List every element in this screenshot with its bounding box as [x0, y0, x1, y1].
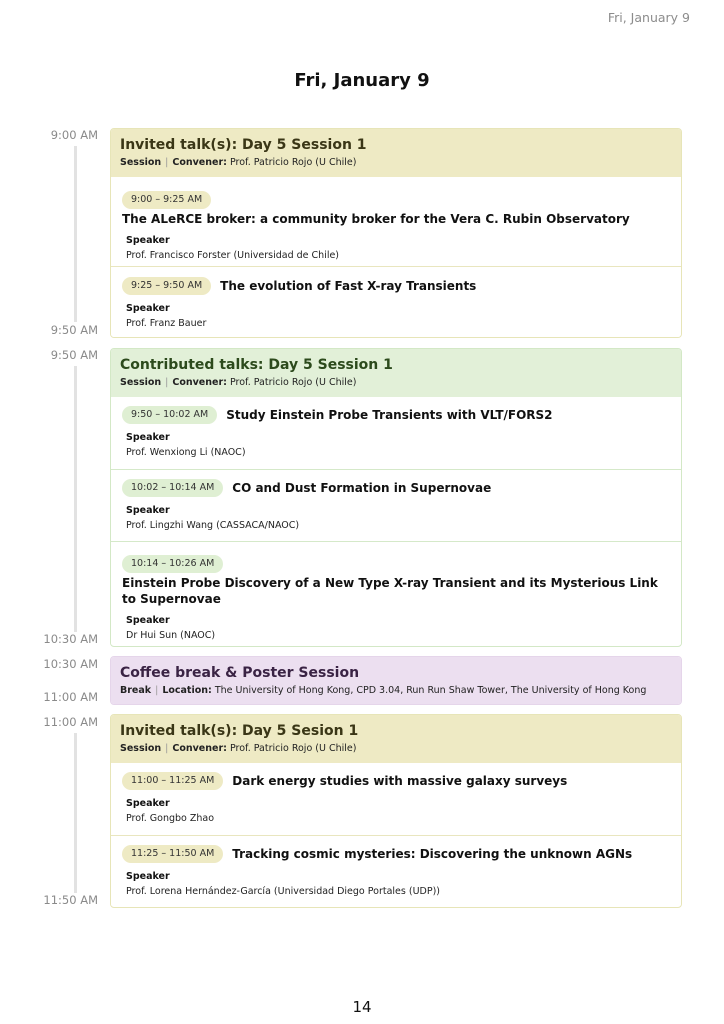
session-meta: Session | Convener: Prof. Patricio Rojo (U Chile)	[120, 377, 357, 388]
timeline-bar	[74, 146, 77, 322]
talk-time-badge: 10:02 – 10:14 AM	[122, 479, 223, 497]
speaker-label: Speaker	[126, 235, 170, 246]
speaker-label: Speaker	[126, 871, 170, 882]
talk-title: Tracking cosmic mysteries: Discovering the unknown AGNs	[232, 847, 633, 861]
session-block-invited-1	[110, 128, 682, 338]
speaker-name: Prof. Lorena Hernández-García (Universidad Diego Portales (UDP))	[126, 886, 440, 897]
break-title: Coffee break & Poster Session	[120, 665, 360, 681]
session-header	[111, 129, 681, 177]
talk-item[interactable]	[111, 763, 681, 835]
session-meta: Session | Convener: Prof. Patricio Rojo (U Chile)	[120, 743, 357, 754]
talk-time-badge: 11:00 – 11:25 AM	[122, 772, 223, 790]
block-start-time: 9:00 AM	[50, 128, 98, 142]
break-header	[111, 657, 681, 705]
session-meta: Session | Convener: Prof. Patricio Rojo (U Chile)	[120, 157, 357, 168]
block-start-time: 9:50 AM	[50, 348, 98, 362]
speaker-label: Speaker	[126, 615, 170, 626]
block-end-time: 9:50 AM	[50, 323, 98, 337]
speaker-name: Prof. Franz Bauer	[126, 318, 207, 329]
block-start-time: 11:00 AM	[43, 715, 98, 729]
talk-item[interactable]	[111, 541, 681, 645]
speaker-label: Speaker	[126, 432, 170, 443]
talk-time-badge: 11:25 – 11:50 AM	[122, 845, 223, 863]
session-block-invited-2	[110, 714, 682, 908]
talk-item[interactable]	[111, 177, 681, 266]
block-end-time: 10:30 AM	[43, 632, 98, 646]
session-block-contributed-1	[110, 348, 682, 647]
talk-item[interactable]	[111, 266, 681, 337]
talk-title: Dark energy studies with massive galaxy surveys	[232, 774, 568, 788]
speaker-name: Prof. Wenxiong Li (NAOC)	[126, 447, 246, 458]
talk-time-badge: 9:50 – 10:02 AM	[122, 406, 217, 424]
speaker-name: Prof. Lingzhi Wang (CASSACA/NAOC)	[126, 520, 300, 531]
talk-item[interactable]	[111, 835, 681, 906]
talk-item[interactable]	[111, 397, 681, 469]
speaker-name: Prof. Francisco Forster (Universidad de Chile)	[126, 250, 340, 261]
talk-title: The ALeRCE broker: a community broker for the Vera C. Rubin Observatory	[122, 212, 630, 226]
timeline-bar	[74, 733, 77, 893]
session-header	[111, 349, 681, 397]
speaker-label: Speaker	[126, 798, 170, 809]
page-title: Fri, January 9	[294, 70, 430, 91]
page-number: 14	[352, 998, 372, 1016]
talk-title: The evolution of Fast X-ray Transients	[220, 279, 477, 293]
session-title: Invited talk(s): Day 5 Session 1	[120, 137, 367, 153]
talk-time-badge: 9:00 – 9:25 AM	[122, 191, 211, 209]
talk-item[interactable]	[111, 469, 681, 541]
talk-time-badge: 10:14 – 10:26 AM	[122, 555, 223, 573]
running-header: Fri, January 9	[607, 10, 690, 25]
block-end-time: 11:00 AM	[43, 690, 98, 704]
block-end-time: 11:50 AM	[43, 893, 98, 907]
break-meta: Break | Location: The University of Hong Kong, CPD 3.04, Run Run Shaw Tower, The University of Hong Kong	[120, 685, 647, 696]
speaker-label: Speaker	[126, 303, 170, 314]
speaker-label: Speaker	[126, 505, 170, 516]
talk-title: Einstein Probe Discovery of a New Type X-ray Transient and its Mysterious Link to Supernovae	[122, 576, 658, 606]
session-title: Contributed talks: Day 5 Session 1	[120, 357, 393, 373]
talk-title: Study Einstein Probe Transients with VLT/FORS2	[226, 408, 553, 422]
talk-title: CO and Dust Formation in Supernovae	[232, 481, 492, 495]
session-header	[111, 715, 681, 763]
session-title: Invited talk(s): Day 5 Sesion 1	[120, 723, 359, 739]
break-block	[110, 656, 682, 705]
timeline-bar	[74, 366, 77, 632]
block-start-time: 10:30 AM	[43, 657, 98, 671]
speaker-name: Dr Hui Sun (NAOC)	[126, 630, 216, 641]
speaker-name: Prof. Gongbo Zhao	[126, 813, 215, 824]
talk-time-badge: 9:25 – 9:50 AM	[122, 277, 211, 295]
